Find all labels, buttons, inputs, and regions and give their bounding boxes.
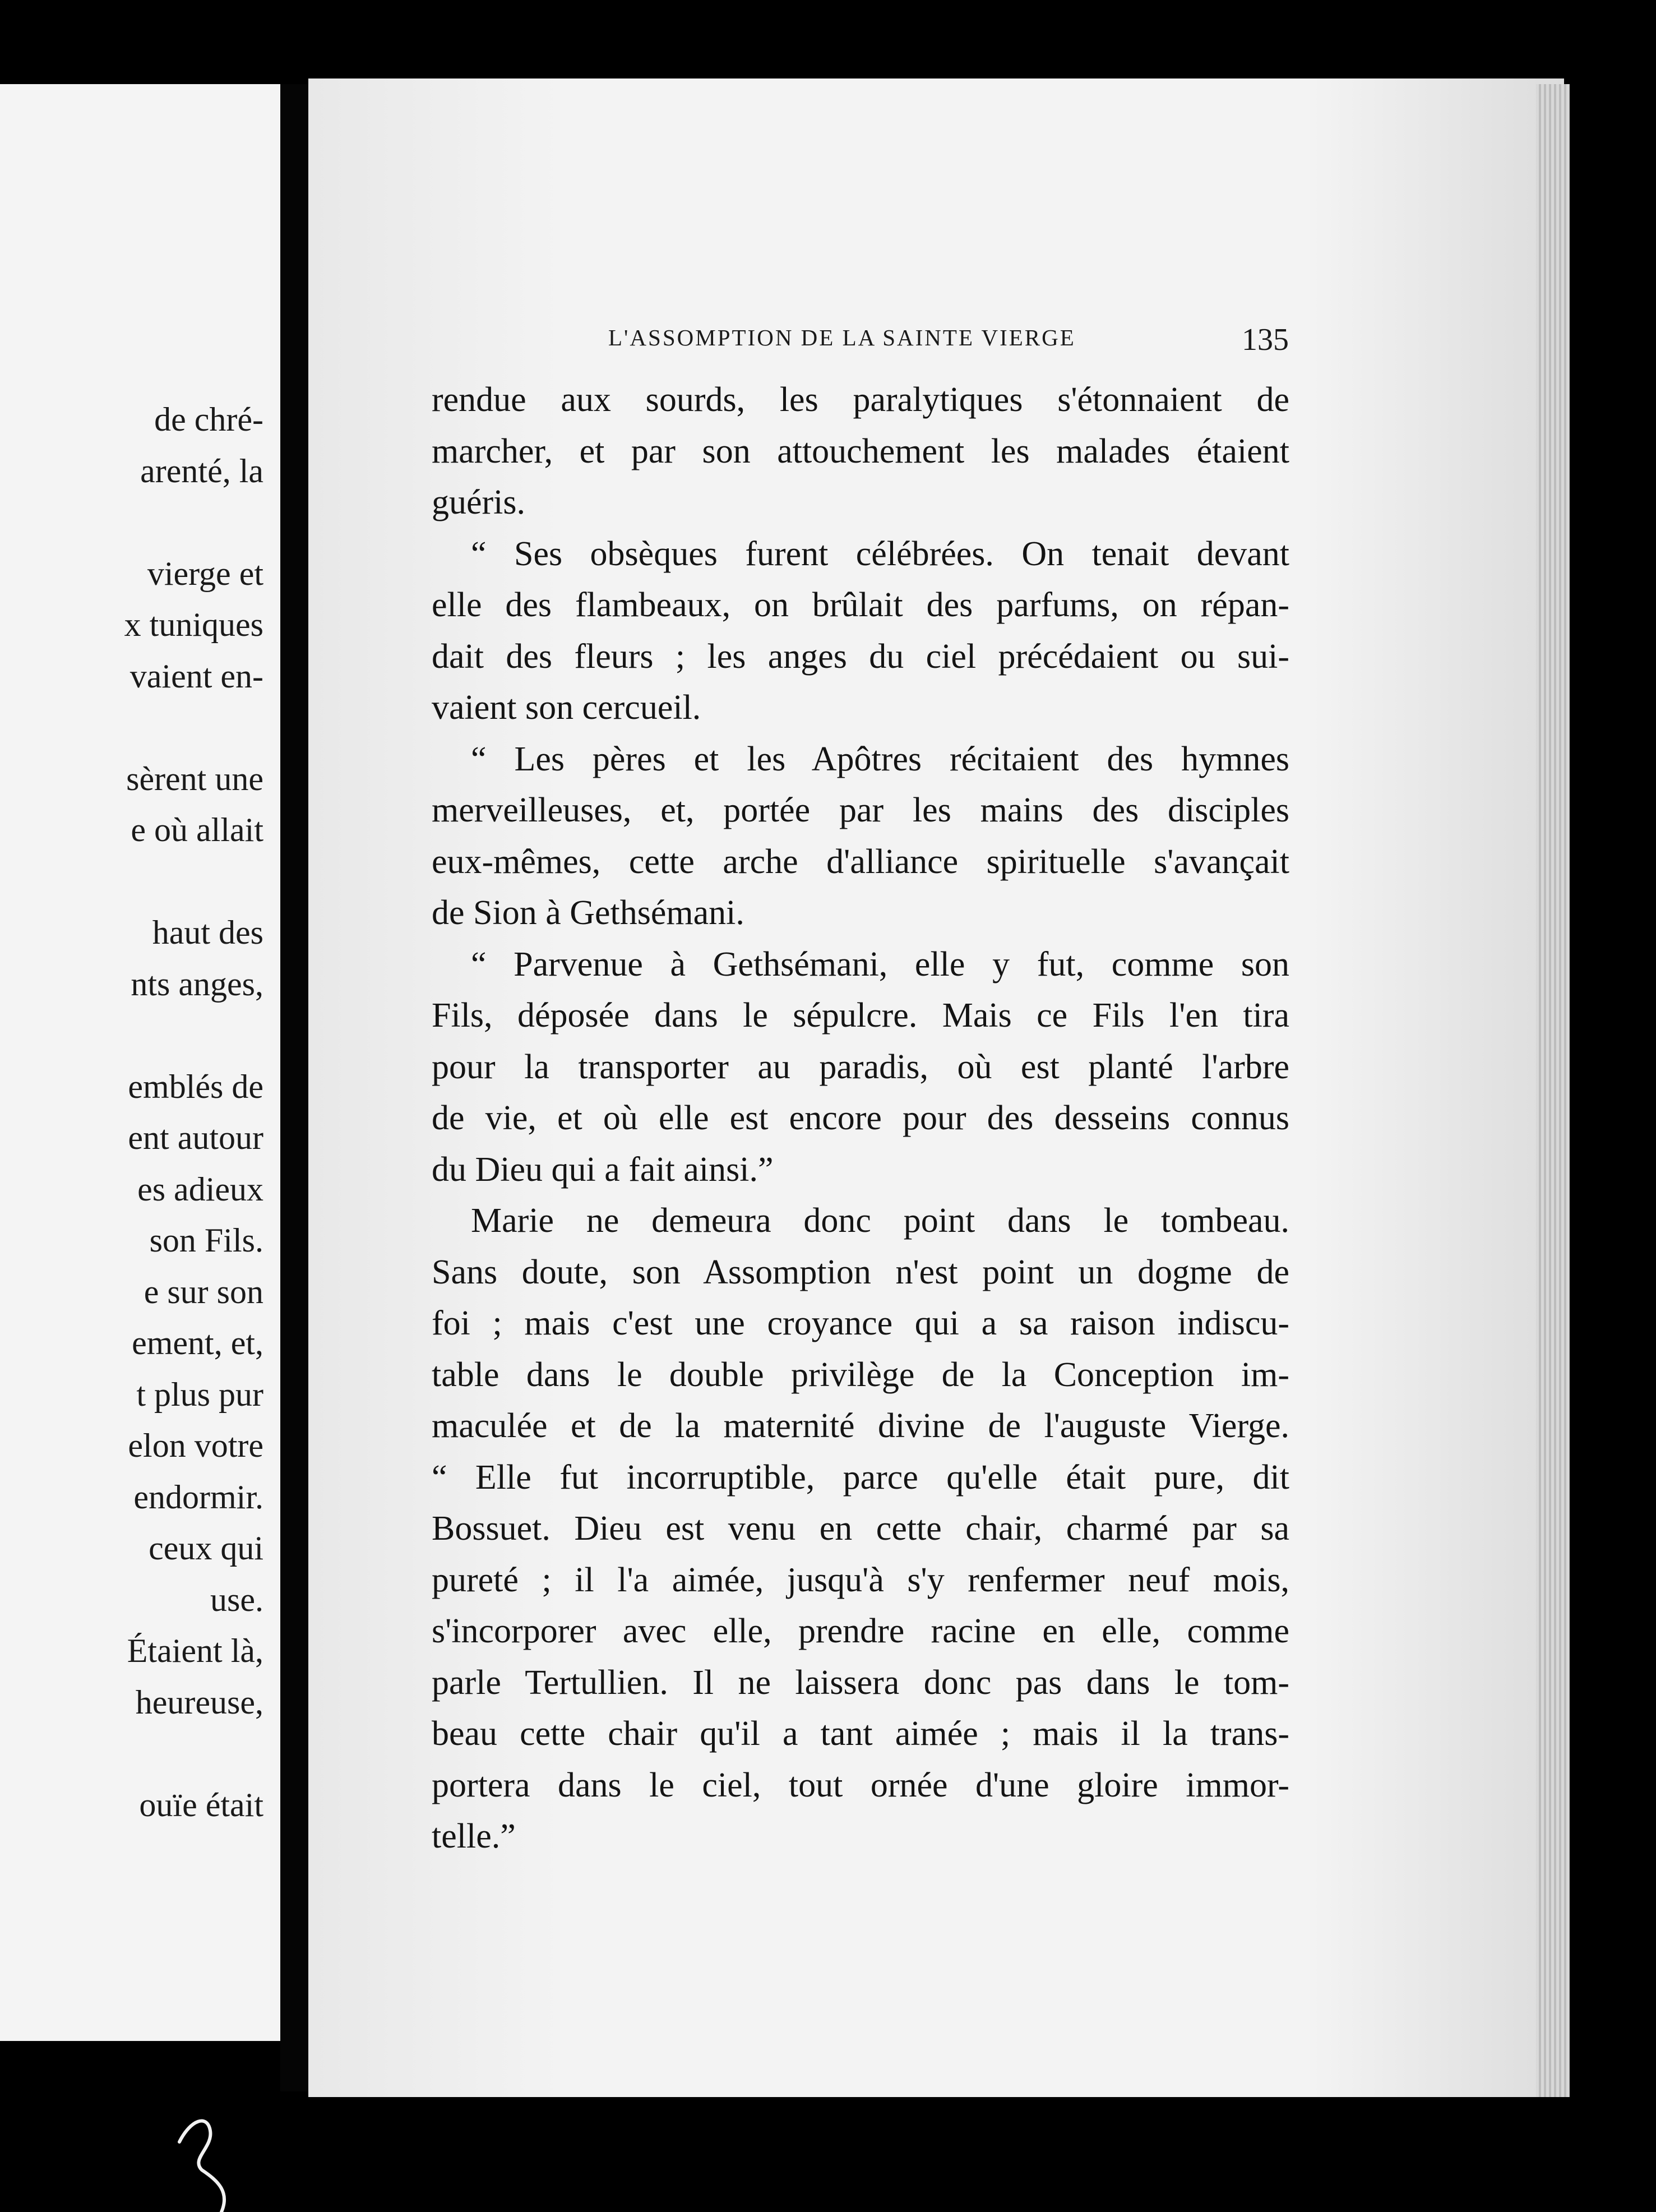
left-page-fragment	[0, 84, 280, 2041]
left-page-line: de chré-	[154, 401, 263, 438]
page-edges	[1536, 84, 1570, 2097]
text-line: portera dans le ciel, tout ornée d'une gloire immor-	[432, 1766, 1289, 1804]
left-page-line: e où allait	[131, 811, 263, 848]
text-line: Sans doute, son Assomption n'est point un dogme de	[432, 1253, 1289, 1291]
text-line: beau cette chair qu'il a tant aimée ; mais il la trans-	[432, 1715, 1289, 1753]
left-page-line: t plus pur	[136, 1375, 263, 1413]
left-page-line: x tuniques	[124, 606, 263, 643]
text-line: Bossuet. Dieu est venu en cette chair, charmé par sa	[432, 1509, 1289, 1548]
text-line: rendue aux sourds, les paralytiques s'étonnaient de	[432, 381, 1289, 419]
left-page-line: es adieux	[137, 1170, 263, 1208]
left-page-line: vierge et	[147, 555, 263, 592]
text-line: Fils, déposée dans le sépulcre. Mais ce Fils l'en tira	[432, 996, 1289, 1035]
running-head: L'ASSOMPTION DE LA SAINTE VIERGE	[608, 325, 1076, 350]
handwritten-mark	[168, 2108, 247, 2212]
text-line: parle Tertullien. Il ne laissera donc pas dans le tom-	[432, 1663, 1289, 1702]
text-line: foi ; mais c'est une croyance qui a sa raison indiscu-	[432, 1304, 1289, 1342]
left-page-line: ceux qui	[149, 1530, 263, 1567]
body-text	[432, 375, 1289, 1863]
left-page-line: nts anges,	[131, 965, 263, 1003]
left-page-line: Étaient là,	[127, 1632, 263, 1669]
left-page-line: ouïe était	[139, 1786, 263, 1823]
text-line: s'incorporer avec elle, prendre racine en elle, comme	[432, 1612, 1289, 1650]
text-line: eux-mêmes, cette arche d'alliance spirituelle s'avançait	[432, 842, 1289, 881]
text-line: “ Elle fut incorruptible, parce qu'elle était pure, dit	[432, 1458, 1289, 1497]
left-page-line: emblés de	[128, 1068, 263, 1105]
left-page-line: e sur son	[144, 1273, 263, 1310]
left-page-line: vaient en-	[129, 657, 263, 695]
text-line: de Sion à Gethsémani.	[432, 894, 744, 932]
text-line: dait des fleurs ; les anges du ciel précédaient ou sui-	[432, 637, 1289, 676]
text-line: “ Les pères et les Apôtres récitaient des hymnes	[471, 740, 1289, 778]
text-line: du Dieu qui a fait ainsi.”	[432, 1150, 774, 1189]
left-page-line: arenté, la	[140, 452, 263, 489]
text-line: “ Parvenue à Gethsémani, elle y fut, comme son	[471, 945, 1289, 983]
text-line: guéris.	[432, 483, 526, 521]
left-page-line: son Fils.	[149, 1222, 263, 1259]
text-line: elle des flambeaux, on brûlait des parfums, on répan-	[432, 586, 1289, 624]
text-line: maculée et de la maternité divine de l'auguste Vierge.	[432, 1407, 1289, 1445]
text-line: merveilleuses, et, portée par les mains des disciples	[432, 791, 1289, 829]
left-page-line: endormir.	[133, 1478, 263, 1516]
text-line: “ Ses obsèques furent célébrées. On tenait devant	[471, 534, 1289, 573]
book-gutter	[280, 84, 308, 2091]
left-page-line: sèrent une	[126, 760, 263, 797]
left-page-line: elon votre	[128, 1427, 263, 1464]
text-line: Marie ne demeura donc point dans le tombeau.	[471, 1202, 1289, 1240]
text-line: vaient son cercueil.	[432, 689, 701, 727]
left-page-line: use.	[210, 1581, 263, 1618]
text-line: pureté ; il l'a aimée, jusqu'à s'y renfermer neuf mois,	[432, 1560, 1289, 1599]
text-line: table dans le double privilège de la Conception im-	[432, 1355, 1289, 1394]
text-line: de vie, et où elle est encore pour des desseins connus	[432, 1099, 1289, 1137]
text-line: marcher, et par son attouchement les malades étaient	[432, 432, 1289, 470]
text-line: telle.”	[432, 1817, 516, 1855]
left-page-line: ent autour	[128, 1119, 263, 1156]
text-line: pour la transporter au paradis, où est planté l'arbre	[432, 1047, 1289, 1086]
left-page-line: ement, et,	[132, 1324, 263, 1361]
page-number: 135	[1242, 322, 1289, 357]
left-page-line: heureuse,	[135, 1683, 263, 1721]
left-page-line: haut des	[152, 914, 263, 951]
